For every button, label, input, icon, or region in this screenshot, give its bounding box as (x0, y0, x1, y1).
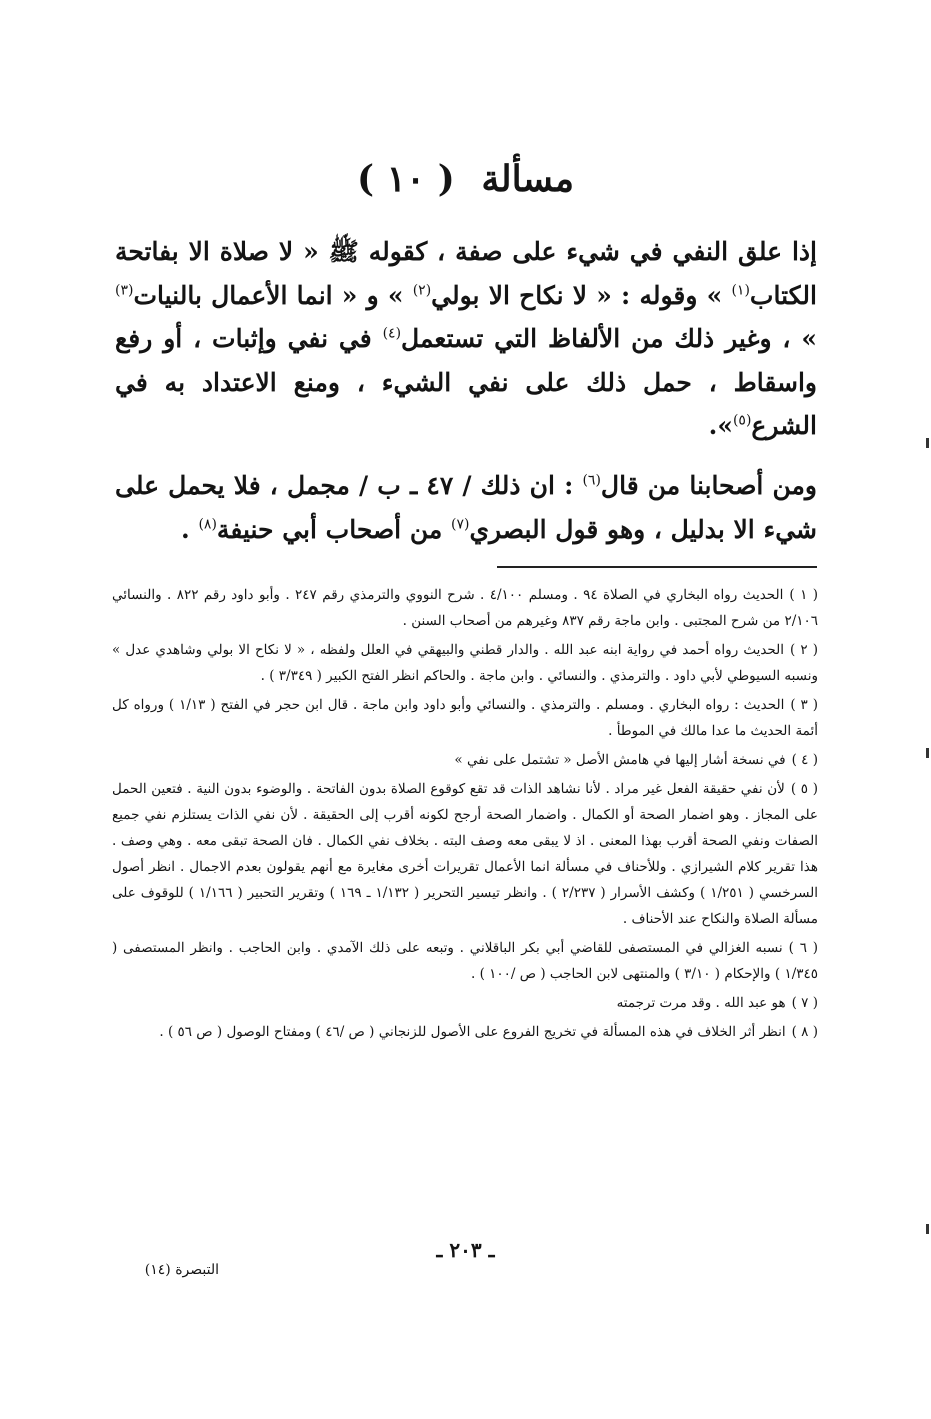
footnote-ref-8: (٨) (198, 516, 217, 533)
p1-text-e: في نفي وإثبات ، أو رفع واسقاط ، حمل ذلك على نفي الشيء ، ومنع الاعتداد به في الشرع (115, 324, 817, 440)
footnote-4 (112, 747, 818, 773)
footnote-ref-3: (٣) (115, 282, 134, 299)
footnote-number: ( ٨ ) (791, 1024, 818, 1040)
footnote-divider (497, 566, 817, 568)
footnote-number: ( ٦ ) (788, 940, 818, 956)
footnote-number: ( ٢ ) (790, 642, 819, 658)
p1-text-b: » وقوله : « لا نكاح الا بولي (431, 280, 732, 310)
footnote-number: ( ٧ ) (791, 995, 818, 1011)
footnote-number: ( ٤ ) (791, 752, 818, 768)
footnote-number: ( ٥ ) (790, 781, 818, 797)
footnote-text: انظر أثر الخلاف في هذه المسألة في تخريج الفروع على الأصول للزنجاني ( ص /٤٦ ) ومفتاح الوصول ( ص ٥٦ ) . (159, 1024, 786, 1040)
footnote-text: هو عبد الله . وقد مرت ترجمته (616, 995, 786, 1011)
scan-edge-mark (926, 438, 929, 448)
footnote-7 (112, 990, 818, 1016)
heading-title: مسألة (481, 158, 574, 200)
main-paragraph-2 (115, 464, 817, 551)
footnotes (112, 582, 818, 1048)
scan-edge-mark (926, 748, 929, 758)
main-paragraph-1 (115, 230, 817, 448)
p1-text-a: إذا علق النفي في شيء على صفة ، كقوله ﷺ « لا صلاة الا بفاتحة الكتاب (115, 237, 817, 310)
scan-edge-mark (926, 1224, 929, 1234)
heading-number: ( ١٠ ) (356, 158, 455, 200)
footnote-8 (112, 1019, 818, 1045)
footnote-text: نسبه الغزالي في المستصفى للقاضي أبي بكر الباقلاني . وتبعه على ذلك الآمدي . وابن الحاجب . وانظر المستصفى ( ١/٣٤٥ ) والإحكام ( ٣/١٠ ) والمنتهى لابن الحاجب ( ص /١٠٠ ) . (112, 940, 818, 982)
footnote-3 (112, 692, 818, 744)
p2-text-d: . (181, 514, 199, 544)
footnote-text: الحديث : رواه البخاري . ومسلم . والترمذي . والنسائي وأبو داود وابن ماجة . قال ابن حجر في الفتح ( ١/١٣ ) ورواه كل أئمة الحديث ما عدا مالك في الموطأ . (112, 697, 818, 739)
section-heading (0, 158, 931, 200)
footnote-ref-5: (٥) (732, 412, 752, 429)
footnote-text: في نسخة أشار إليها في هامش الأصل « تشتمل على نفي » (454, 752, 786, 768)
p1-text-d: » ، وغير ذلك من الألفاظ التي تستعمل (401, 324, 817, 353)
footnote-text: لأن نفي حقيقة الفعل غير مراد . لأنا نشاهد الذات قد تقع كوقوع الصلاة بدون الفاتحة . والوضوء بدون النية . فتعين الحمل على المجاز . وهو اضمار الصحة أو الكمال . واضمار الصحة أرجح لكونه أقرب إلى الحقيقة . لأن نفي الذات يستلزم نفي جميع الصفات ونفي الصحة أقرب بهذا المعنى . اذ لا يبقى معه وصف البته . بخلاف نفي الكمال . فان الصحة تبقى معه . وهي وصف . هذا تقرير كلام الشيرازي . وللأحناف في مسألة انما الأعمال تقريرات أخرى مغايرة مع أنهم يقولون بعدم الاجمال . انظر أصول السرخسي ( ١/٢٥١ ) وكشف الأسرار ( ٢/٢٣٧ ) . وانظر تيسير التحرير ( ١/١٣٢ ـ ١٦٩ ) وتقرير التحبير ( ١/١٦٦ ) للوقوف على مسألة الصلاة والنكاح عند الأحناف . (112, 781, 819, 927)
footnote-ref-2: (٢) (412, 282, 432, 299)
footnote-text: الحديث رواه البخاري في الصلاة ٩٤ . ومسلم ٤/١٠٠ . شرح النووي والترمذي رقم ٢٤٧ . وأبو داود رقم ٨٢٢ . والنسائي ٢/١٠٦ من شرح المجتبى . وابن ماجة رقم ٨٣٧ وغيرهم من أصحاب السنن . (112, 587, 818, 629)
p1-text-f: ». (708, 411, 733, 440)
footnote-2 (112, 637, 818, 689)
footnote-number: ( ١ ) (789, 587, 818, 603)
footnote-ref-1: (١) (731, 282, 750, 299)
footnote-ref-7: (٧) (450, 516, 470, 533)
footnote-1 (112, 582, 818, 634)
page-number: ـ ٢٠٣ ـ (436, 1238, 495, 1262)
footnote-number: ( ٣ ) (790, 697, 818, 713)
p2-text-c: من أصحاب أبي حنيفة (216, 514, 451, 544)
p2-text-b: : ان ذلك / ٤٧ ـ ب / مجمل ، فلا يحمل على شيء الا بدليل ، وهو قول البصري (115, 471, 817, 544)
book-signature: التبصرة (١٤) (144, 1262, 219, 1278)
footnote-text: الحديث رواه أحمد في رواية ابنه عبد الله . والدار قطني والبيهقي في العلل ولفظه ، « لا نكاح الا بولي وشاهدي عدل » ونسبه السيوطي لأبي داود . والترمذي . والنسائي . وابن ماجة . والحاكم انظر الفتح الكبير ( ٣/٣٤٩ ) . (112, 642, 818, 684)
footnote-ref-4: (٤) (382, 325, 402, 342)
footnote-6 (112, 935, 818, 987)
p1-text-c: » و « انما الأعمال بالنيات (133, 280, 413, 310)
footnote-5 (112, 776, 818, 932)
p2-text-a: ومن أصحابنا من قال (600, 471, 817, 500)
footnote-ref-6: (٦) (582, 472, 601, 489)
